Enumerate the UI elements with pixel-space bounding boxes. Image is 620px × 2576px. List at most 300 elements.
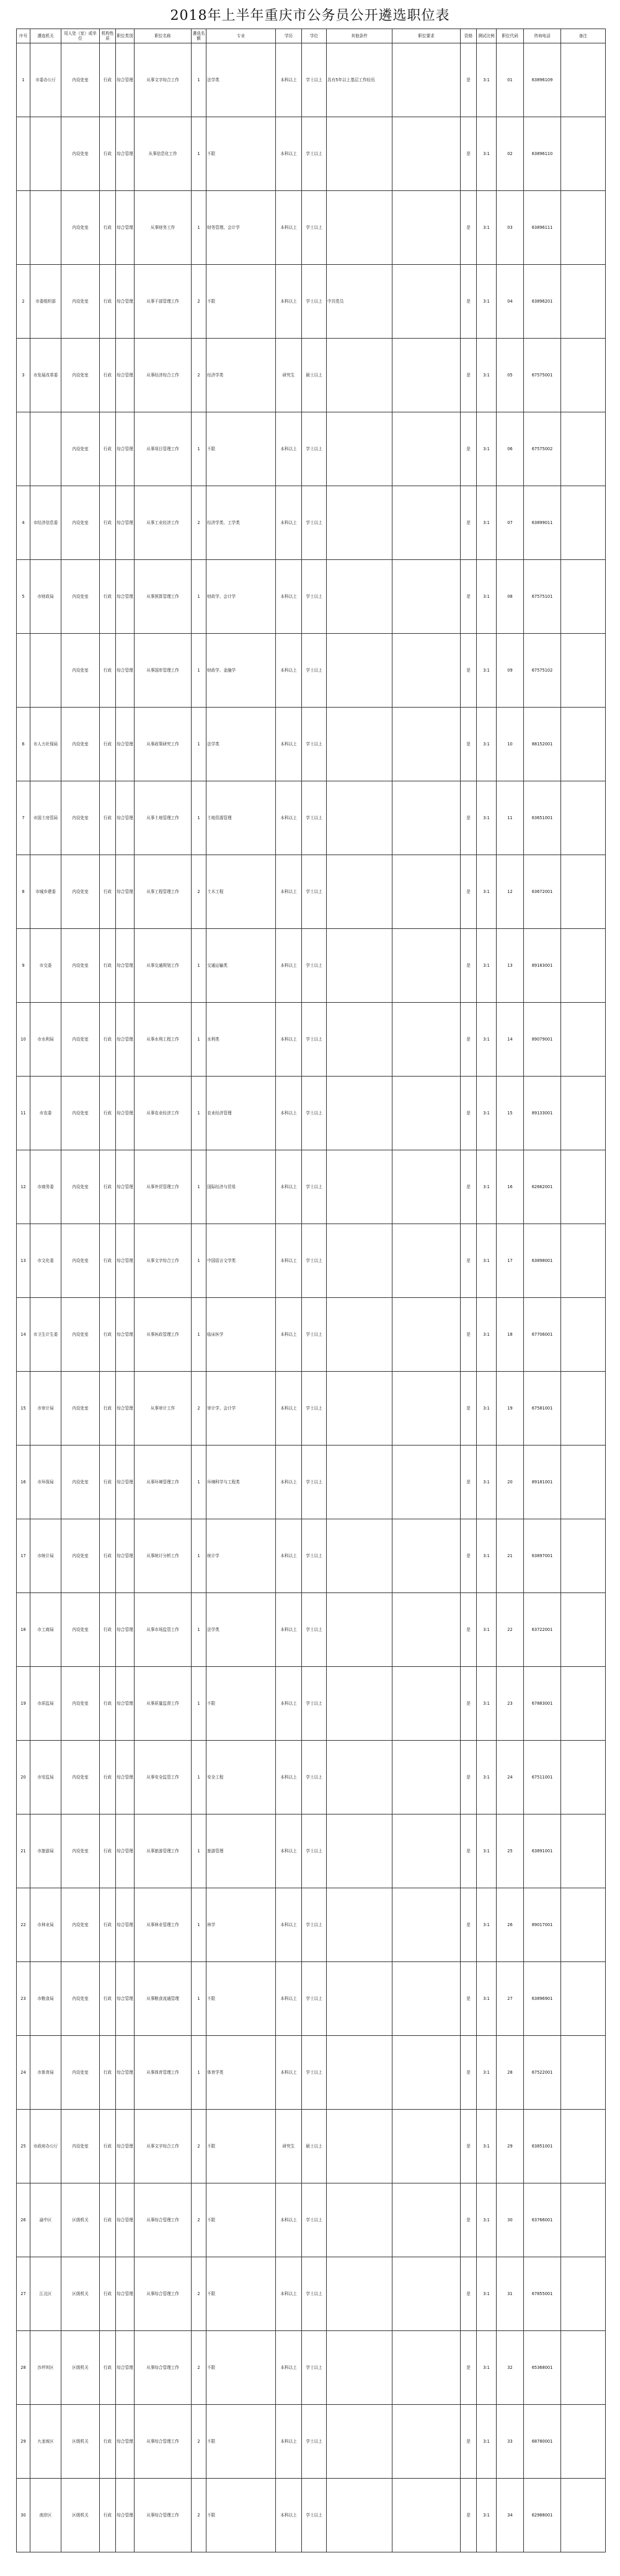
table-cell: 是 (461, 2479, 477, 2552)
table-cell: 1 (192, 634, 206, 708)
table-cell: 行政 (100, 1519, 116, 1593)
table-cell (392, 1150, 461, 1224)
table-cell: 3:1 (477, 1003, 497, 1077)
table-cell: 1 (192, 1446, 206, 1519)
table-cell: 3:1 (477, 1446, 497, 1519)
table-cell: 02 (497, 117, 524, 191)
table-cell: 学士以上 (302, 486, 327, 560)
table-cell: 15 (17, 1372, 30, 1446)
table-cell: 内设处室 (61, 1741, 100, 1814)
table-cell: 市人力社保局 (30, 708, 61, 781)
table-cell: 区级机关 (61, 2257, 100, 2331)
table-cell: 2 (192, 339, 206, 412)
table-cell (561, 1741, 606, 1814)
table-cell: 3:1 (477, 855, 497, 929)
table-cell (392, 191, 461, 265)
table-cell (392, 1298, 461, 1372)
table-cell: 是 (461, 486, 477, 560)
table-cell: 1 (192, 117, 206, 191)
table-cell: 27 (497, 1962, 524, 2036)
table-cell: 是 (461, 1593, 477, 1667)
table-cell: 综合管理 (116, 1962, 135, 2036)
table-cell: 是 (461, 2331, 477, 2405)
table-cell (392, 2331, 461, 2405)
table-cell (561, 2405, 606, 2479)
table-cell (392, 634, 461, 708)
table-cell: 综合管理 (116, 412, 135, 486)
table-cell: 63651001 (524, 781, 561, 855)
position-table (16, 29, 606, 2552)
table-row (17, 1519, 606, 1593)
table-cell (327, 486, 392, 560)
table-row (17, 1372, 606, 1446)
table-cell: 20 (497, 1446, 524, 1519)
table-cell: 行政 (100, 1003, 116, 1077)
table-cell: 市卫生计生委 (30, 1298, 61, 1372)
column-header: 测试比例 (477, 29, 497, 43)
table-cell: 水利类 (206, 1003, 276, 1077)
table-cell: 本科以上 (276, 1888, 302, 1962)
table-cell: 30 (17, 2479, 30, 2552)
table-cell: 11 (497, 781, 524, 855)
table-cell: 内设处室 (61, 634, 100, 708)
table-cell: 综合管理 (116, 1446, 135, 1519)
table-cell: 市审计局 (30, 1372, 61, 1446)
table-cell: 市统计局 (30, 1519, 61, 1593)
table-cell: 21 (17, 1814, 30, 1888)
table-cell: 从事体育管理工作 (135, 2036, 192, 2110)
table-cell (561, 634, 606, 708)
table-cell: 本科以上 (276, 708, 302, 781)
table-cell: 市旅游局 (30, 1814, 61, 1888)
table-cell (561, 855, 606, 929)
table-cell: 3:1 (477, 1741, 497, 1814)
table-cell: 是 (461, 1814, 477, 1888)
table-cell (327, 2479, 392, 2552)
table-cell: 17 (17, 1519, 30, 1593)
table-row (17, 2257, 606, 2331)
table-row (17, 1298, 606, 1372)
table-cell: 3:1 (477, 634, 497, 708)
table-cell (392, 1888, 461, 1962)
table-cell: 从事国库管理工作 (135, 634, 192, 708)
table-cell: 14 (17, 1298, 30, 1372)
table-cell: 从事经济综合工作 (135, 339, 192, 412)
table-row (17, 560, 606, 634)
table-cell: 行政 (100, 1150, 116, 1224)
table-cell: 是 (461, 1888, 477, 1962)
table-cell: 3:1 (477, 1150, 497, 1224)
table-cell: 综合管理 (116, 2479, 135, 2552)
table-cell: 内设处室 (61, 560, 100, 634)
table-cell (561, 486, 606, 560)
table-cell: 88152001 (524, 708, 561, 781)
table-cell: 综合管理 (116, 708, 135, 781)
table-cell: 行政 (100, 2110, 116, 2183)
table-row (17, 1741, 606, 1814)
table-cell: 农业经济管理 (206, 1077, 276, 1150)
table-cell: 市安监局 (30, 1741, 61, 1814)
table-cell: 区级机关 (61, 2405, 100, 2479)
table-cell: 3:1 (477, 2479, 497, 2552)
table-cell: 从事旅游管理工作 (135, 1814, 192, 1888)
table-cell: 11 (17, 1077, 30, 1150)
table-cell: 28 (497, 2036, 524, 2110)
table-cell: 综合管理 (116, 2183, 135, 2257)
table-cell: 市城乡建委 (30, 855, 61, 929)
table-cell (392, 2110, 461, 2183)
table-cell: 行政 (100, 708, 116, 781)
table-cell: 综合管理 (116, 1298, 135, 1372)
table-cell (327, 1077, 392, 1150)
table-cell (561, 2257, 606, 2331)
table-cell: 学士以上 (302, 2183, 327, 2257)
table-cell: 67522001 (524, 2036, 561, 2110)
table-cell (561, 1962, 606, 2036)
table-cell: 行政 (100, 1667, 116, 1741)
table-cell: 3:1 (477, 412, 497, 486)
table-cell: 市委办公厅 (30, 43, 61, 117)
table-cell: 1 (192, 1150, 206, 1224)
table-cell: 2 (192, 2479, 206, 2552)
table-cell: 综合管理 (116, 339, 135, 412)
table-cell (327, 1298, 392, 1372)
table-cell: 16 (497, 1150, 524, 1224)
table-cell: 从事综合管理工作 (135, 2479, 192, 2552)
table-cell: 8 (17, 855, 30, 929)
table-cell: 区级机关 (61, 2183, 100, 2257)
table-cell: 6 (17, 708, 30, 781)
table-cell: 是 (461, 1741, 477, 1814)
table-cell: 学士以上 (302, 1888, 327, 1962)
table-cell: 学士以上 (302, 2331, 327, 2405)
table-cell: 1 (192, 1298, 206, 1372)
table-cell: 3:1 (477, 929, 497, 1003)
table-cell: 本科以上 (276, 1150, 302, 1224)
table-cell: 综合管理 (116, 1077, 135, 1150)
table-cell: 从事文字综合工作 (135, 2110, 192, 2183)
table-cell (392, 1962, 461, 2036)
table-cell: 综合管理 (116, 634, 135, 708)
table-cell: 13 (497, 929, 524, 1003)
table-cell: 从事林业管理工作 (135, 1888, 192, 1962)
table-cell: 综合管理 (116, 2257, 135, 2331)
table-row (17, 486, 606, 560)
table-cell: 行政 (100, 2036, 116, 2110)
table-cell: 行政 (100, 1888, 116, 1962)
table-cell: 市经济信息委 (30, 486, 61, 560)
table-cell: 不限 (206, 2183, 276, 2257)
table-cell: 不限 (206, 2110, 276, 2183)
table-cell: 3:1 (477, 708, 497, 781)
table-row (17, 1077, 606, 1150)
table-cell (561, 1224, 606, 1298)
table-cell (327, 2110, 392, 2183)
table-cell: 市交委 (30, 929, 61, 1003)
table-cell: 综合管理 (116, 855, 135, 929)
column-header: 学位 (302, 29, 327, 43)
table-cell: 市林业局 (30, 1888, 61, 1962)
table-cell: 内设处室 (61, 265, 100, 339)
table-cell: 综合管理 (116, 781, 135, 855)
table-cell: 3:1 (477, 1888, 497, 1962)
table-cell (327, 1741, 392, 1814)
table-cell (327, 339, 392, 412)
table-cell: 2 (192, 486, 206, 560)
table-cell: 01 (497, 43, 524, 117)
table-cell: 行政 (100, 339, 116, 412)
table-cell: 不限 (206, 1667, 276, 1741)
table-cell: 是 (461, 2183, 477, 2257)
table-cell: 1 (192, 929, 206, 1003)
table-cell: 法学类 (206, 708, 276, 781)
table-cell: 综合管理 (116, 2110, 135, 2183)
table-row (17, 412, 606, 486)
table-cell: 本科以上 (276, 855, 302, 929)
table-cell: 土地资源管理 (206, 781, 276, 855)
table-cell: 89181001 (524, 1446, 561, 1519)
table-cell: 08 (497, 560, 524, 634)
table-cell (392, 929, 461, 1003)
table-cell: 是 (461, 1372, 477, 1446)
table-cell: 63896109 (524, 43, 561, 117)
table-cell: 9 (17, 929, 30, 1003)
table-cell (561, 929, 606, 1003)
table-row (17, 2036, 606, 2110)
table-cell: 本科以上 (276, 1224, 302, 1298)
column-header: 遴选名额 (192, 29, 206, 43)
table-cell: 10 (17, 1003, 30, 1077)
table-cell: 环境科学与工程类 (206, 1446, 276, 1519)
table-cell (392, 1224, 461, 1298)
table-cell: 65368001 (524, 2331, 561, 2405)
table-cell (561, 1593, 606, 1667)
table-cell: 12 (497, 855, 524, 929)
table-cell: 3:1 (477, 1962, 497, 2036)
table-cell: 综合管理 (116, 1888, 135, 1962)
table-cell: 22 (497, 1593, 524, 1667)
table-row (17, 1667, 606, 1741)
table-cell: 市工商局 (30, 1593, 61, 1667)
table-cell: 学士以上 (302, 634, 327, 708)
table-cell: 行政 (100, 2183, 116, 2257)
table-cell: 63891001 (524, 1814, 561, 1888)
table-cell: 临床医学 (206, 1298, 276, 1372)
table-cell: 从事交通规划工作 (135, 929, 192, 1003)
table-cell: 62662001 (524, 1150, 561, 1224)
table-cell: 67575001 (524, 339, 561, 412)
table-cell: 市委组织部 (30, 265, 61, 339)
table-cell (392, 1446, 461, 1519)
table-cell: 是 (461, 339, 477, 412)
table-cell: 32 (497, 2331, 524, 2405)
table-cell: 土木工程 (206, 855, 276, 929)
table-cell: 从事安全监管工作 (135, 1741, 192, 1814)
table-cell: 内设处室 (61, 1593, 100, 1667)
column-header: 专业 (206, 29, 276, 43)
table-cell: 不限 (206, 1962, 276, 2036)
table-cell: 21 (497, 1519, 524, 1593)
table-row (17, 929, 606, 1003)
table-row (17, 191, 606, 265)
table-cell: 3:1 (477, 1519, 497, 1593)
table-cell (327, 2257, 392, 2331)
table-cell: 财务管理、会计学 (206, 191, 276, 265)
table-cell: 内设处室 (61, 1372, 100, 1446)
table-cell (327, 1593, 392, 1667)
table-cell: 是 (461, 1003, 477, 1077)
table-row (17, 339, 606, 412)
table-cell: 1 (192, 1741, 206, 1814)
table-cell: 2 (192, 2183, 206, 2257)
table-cell (327, 2183, 392, 2257)
table-cell: 行政 (100, 1446, 116, 1519)
table-row (17, 1962, 606, 2036)
table-cell (17, 117, 30, 191)
table-cell (561, 2110, 606, 2183)
table-cell: 市体育局 (30, 2036, 61, 2110)
table-cell: 学士以上 (302, 117, 327, 191)
table-cell: 学士以上 (302, 781, 327, 855)
table-cell: 学士以上 (302, 1298, 327, 1372)
table-cell: 是 (461, 1298, 477, 1372)
table-cell: 89079001 (524, 1003, 561, 1077)
table-cell (392, 486, 461, 560)
table-row (17, 2405, 606, 2479)
table-cell: 5 (17, 560, 30, 634)
table-cell: 67575102 (524, 634, 561, 708)
table-cell (327, 929, 392, 1003)
table-cell: 市水利局 (30, 1003, 61, 1077)
table-row (17, 2183, 606, 2257)
column-header: 其他条件 (327, 29, 392, 43)
table-cell: 是 (461, 781, 477, 855)
table-cell: 内设处室 (61, 708, 100, 781)
table-cell: 从事文字综合工作 (135, 43, 192, 117)
table-cell: 67855001 (524, 2257, 561, 2331)
table-cell: 综合管理 (116, 2405, 135, 2479)
table-cell: 综合管理 (116, 265, 135, 339)
table-cell: 体育学类 (206, 2036, 276, 2110)
table-cell (561, 708, 606, 781)
table-cell (392, 2479, 461, 2552)
table-cell: 是 (461, 708, 477, 781)
table-cell: 17 (497, 1224, 524, 1298)
table-cell: 法学类 (206, 1593, 276, 1667)
table-cell: 学士以上 (302, 2479, 327, 2552)
table-cell: 19 (497, 1372, 524, 1446)
table-cell: 34 (497, 2479, 524, 2552)
table-cell: 25 (17, 2110, 30, 2183)
table-row (17, 1224, 606, 1298)
table-cell: 综合管理 (116, 1224, 135, 1298)
table-cell: 25 (497, 1814, 524, 1888)
table-cell: 财政学、金融学 (206, 634, 276, 708)
table-cell (327, 708, 392, 781)
table-cell (561, 117, 606, 191)
table-cell: 硕士以上 (302, 2110, 327, 2183)
table-cell: 行政 (100, 1962, 116, 2036)
table-cell: 是 (461, 560, 477, 634)
table-cell: 63722001 (524, 1593, 561, 1667)
table-cell: 是 (461, 412, 477, 486)
table-header-row (17, 29, 606, 43)
table-cell: 30 (497, 2183, 524, 2257)
table-cell: 不限 (206, 412, 276, 486)
table-cell: 行政 (100, 117, 116, 191)
table-cell (30, 191, 61, 265)
table-cell: 3:1 (477, 1593, 497, 1667)
table-cell (392, 781, 461, 855)
table-cell: 不限 (206, 2331, 276, 2405)
table-cell: 本科以上 (276, 2405, 302, 2479)
table-cell: 2 (192, 2257, 206, 2331)
table-cell: 05 (497, 339, 524, 412)
table-cell: 3:1 (477, 2110, 497, 2183)
table-cell: 1 (192, 1003, 206, 1077)
table-cell: 学士以上 (302, 1519, 327, 1593)
table-cell: 2 (192, 2110, 206, 2183)
table-cell: 3:1 (477, 1077, 497, 1150)
table-cell (561, 1003, 606, 1077)
table-cell: 研究生 (276, 2110, 302, 2183)
table-cell: 1 (192, 2036, 206, 2110)
table-cell: 行政 (100, 560, 116, 634)
table-cell (30, 634, 61, 708)
table-cell: 行政 (100, 929, 116, 1003)
table-cell (561, 191, 606, 265)
table-cell (392, 117, 461, 191)
table-cell: 89133001 (524, 1077, 561, 1150)
table-cell (561, 412, 606, 486)
table-cell: 学士以上 (302, 1962, 327, 2036)
column-header: 职位名称 (135, 29, 192, 43)
table-cell: 本科以上 (276, 2257, 302, 2331)
table-cell: 学士以上 (302, 929, 327, 1003)
table-cell: 市农委 (30, 1077, 61, 1150)
table-body (17, 43, 606, 2552)
table-cell: 从事环境管理工作 (135, 1446, 192, 1519)
table-cell: 1 (192, 560, 206, 634)
table-cell (392, 1003, 461, 1077)
table-cell: 内设处室 (61, 1814, 100, 1888)
table-cell: 3:1 (477, 1667, 497, 1741)
table-cell: 学士以上 (302, 560, 327, 634)
table-cell: 3:1 (477, 781, 497, 855)
table-cell (561, 560, 606, 634)
table-cell: 内设处室 (61, 1298, 100, 1372)
table-cell: 学士以上 (302, 1224, 327, 1298)
table-cell: 旅游管理 (206, 1814, 276, 1888)
table-cell: 从事外贸管理工作 (135, 1150, 192, 1224)
table-cell: 学士以上 (302, 1814, 327, 1888)
table-cell: 本科以上 (276, 1372, 302, 1446)
table-cell: 行政 (100, 265, 116, 339)
table-cell: 63896901 (524, 1962, 561, 2036)
table-cell: 本科以上 (276, 929, 302, 1003)
table-cell: 行政 (100, 781, 116, 855)
table-cell (392, 1593, 461, 1667)
table-cell: 67883001 (524, 1667, 561, 1741)
table-cell: 63896111 (524, 191, 561, 265)
table-cell: 3:1 (477, 265, 497, 339)
table-cell: 不限 (206, 117, 276, 191)
table-row (17, 634, 606, 708)
table-cell: 学士以上 (302, 1372, 327, 1446)
table-cell: 综合管理 (116, 929, 135, 1003)
table-cell: 中共党员 (327, 265, 392, 339)
table-cell: 1 (192, 1593, 206, 1667)
